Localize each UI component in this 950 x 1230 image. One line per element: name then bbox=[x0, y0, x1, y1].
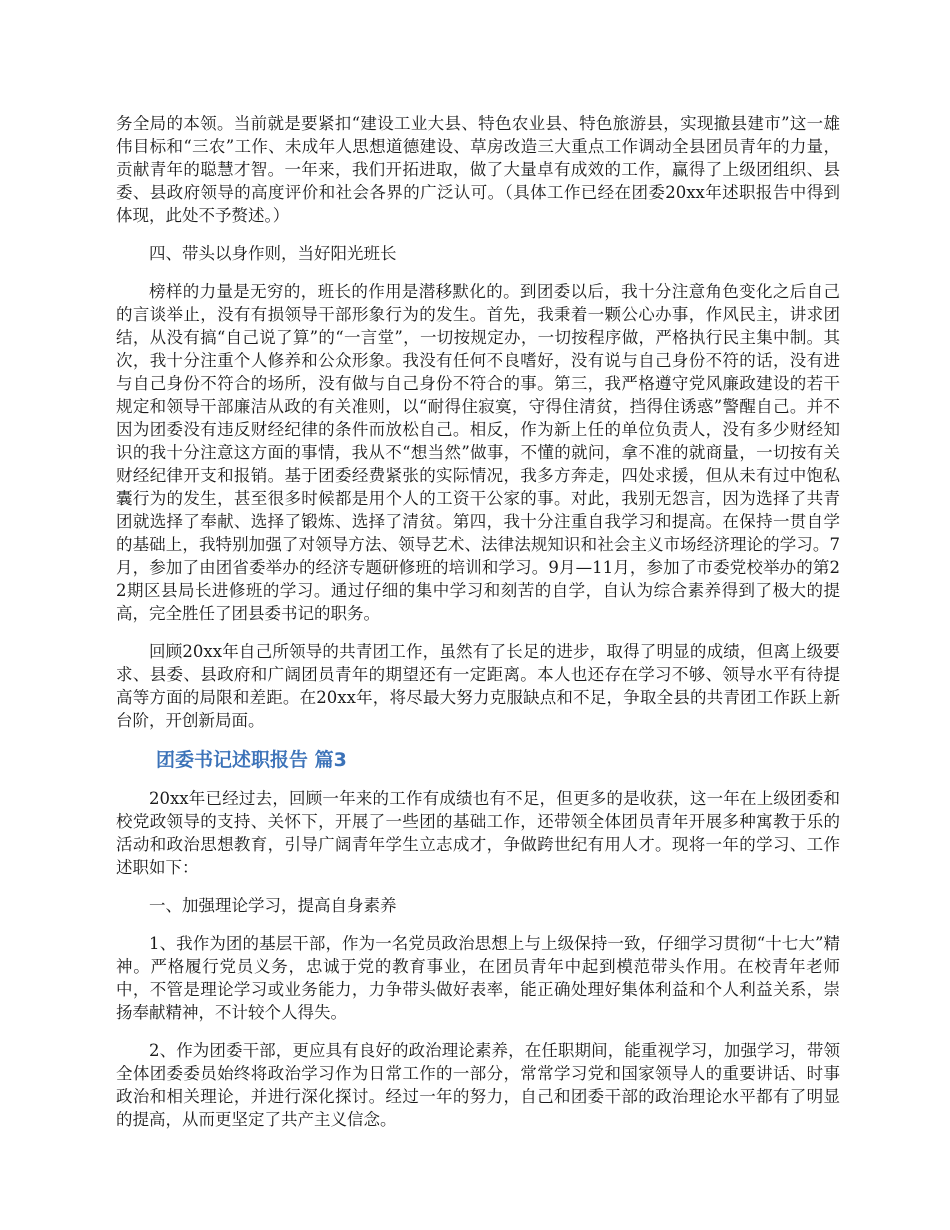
paragraph-intro: 20xx年已经过去，回顾一年来的工作有成绩也有不足，但更多的是收获，这一年在上级团委和校党政领导的支持、关怀下，开展了一些团的基础工作，还带领全体团员青年开展多种寓教于乐的活动和政治思想教育，引导广阔青年学生立志成才，争做跨世纪有用人才。现将一年的学习、工作述职如下： bbox=[116, 789, 840, 877]
document-page bbox=[116, 112, 840, 1146]
paragraph-item-1: 1、我作为团的基层干部，作为一名党员政治思想上与上级保持一致，仔细学习贯彻“十七大”精神。严格履行党员义务，忠诚于党的教育事业，在团员青年中起到模范带头作用。在校青年老师中，不管是理论学习或业务能力，力争带头做好表率，能正确处理好集体利益和个人利益关系，崇扬奉献精神，不计较个人得失。 bbox=[116, 934, 840, 1022]
paragraph-item-2: 2、作为团委干部，更应具有良好的政治理论素养，在任职期间，能重视学习，加强学习，带领全体团委委员始终将政治学习作为日常工作的一部分，常常学习党和国家领导人的重要讲话、时事政治和相关理论，并进行深化探讨。经过一年的努力，自己和团委干部的政治理论水平都有了明显的提高，从而更坚定了共产主义信念。 bbox=[116, 1041, 840, 1129]
paragraph-role-model: 榜样的力量是无穷的，班长的作用是潜移默化的。到团委以后，我十分注意角色变化之后自己的言谈举止，没有有损领导干部形象行为的发生。首先，我秉着一颗公心办事，作风民主，讲求团结，从没有搞“自己说了算”的“一言堂”，一切按规定办，一切按程序做，严格执行民主集中制。其次，我十分注重个人修养和公众形象。我没有任何不良嗜好，没有说与自己身份不符的话，没有进与自己身份不符合的场所，没有做与自己身份不符合的事。第三，我严格遵守党风廉政建设的若干规定和领导干部廉洁从政的有关准则，以“耐得住寂寞，守得住清贫，挡得住诱惑”警醒自己。并不因为团委没有违反财经纪律的条件而放松自己。相反，作为新上任的单位负责人，没有多少财经知识的我十分注意这方面的事情，我从不“想当然”做事，不懂的就问，拿不准的就商量，一切按有关财经纪律开支和报销。基于团委经费紧张的实际情况，我多方奔走，四处求援，但从未有过中饱私囊行为的发生，甚至很多时候都是用个人的工资干公家的事。对此，我别无怨言，因为选择了共青团就选择了奉献、选择了锻炼、选择了清贫。第四，我十分注重自我学习和提高。在保持一贯自学的基础上，我特别加强了对领导方法、领导艺术、法律法规知识和社会主义市场经济理论的学习。7月，参加了由团省委举办的经济专题研修班的培训和学习。9月—11月，参加了市委党校举办的第22期区县局长进修班的学习。通过仔细的集中学习和刻苦的自学，自认为综合素养得到了极大的提高，完全胜任了团县委书记的职务。 bbox=[116, 282, 840, 623]
heading-four: 四、带头以身作则，当好阳光班长 bbox=[149, 244, 397, 263]
section-title: 团委书记述职报告 篇3 bbox=[156, 749, 347, 771]
paragraph-continuation: 务全局的本领。当前就是要紧扣“建设工业大县、特色农业县、特色旅游县，实现撤县建市”这一雄伟目标和“三农”工作、未成年人思想道德建设、草房改造三大重点工作调动全县团员青年的力量，贡献青年的聪慧才智。一年来，我们开拓进取，做了大量卓有成效的工作，赢得了上级团组织、县委、县政府领导的高度评价和社会各界的广泛认可。（具体工作已经在团委20xx年述职报告中得到体现，此处不予赘述。） bbox=[116, 114, 840, 225]
paragraph-review: 回顾20xx年自己所领导的共青团工作，虽然有了长足的进步，取得了明显的成绩，但离上级要求、县委、县政府和广阔团员青年的期望还有一定距离。本人也还存在学习不够、领导水平有待提高等方面的局限和差距。在20xx年，将尽最大努力克服缺点和不足，争取全县的共青团工作跃上新台阶，开创新局面。 bbox=[116, 642, 840, 730]
heading-one: 一、加强理论学习，提高自身素养 bbox=[149, 896, 397, 915]
